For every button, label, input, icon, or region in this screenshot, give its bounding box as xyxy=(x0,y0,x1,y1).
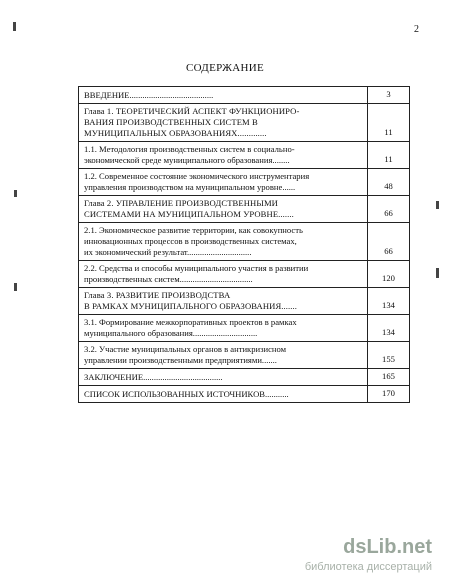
scan-edge-mark xyxy=(436,268,439,278)
watermark-subtitle: библиотека диссертаций xyxy=(304,561,432,573)
toc-entry xyxy=(79,369,368,386)
toc-entry-text: 1.2. Современное состояние экономического инструментария управления производством на муниципальном уровне...... xyxy=(84,171,310,192)
toc-entry-text: 3.1. Формирование межкорпоративных проектов в рамках муниципального образования.............................. xyxy=(84,317,297,338)
toc-entry-text: 2.1. Экономическое развитие территории, как совокупность инновационных процессов в производственных системах, их экономический результат.............................. xyxy=(84,225,303,257)
toc-page-number: 3 xyxy=(368,87,410,104)
toc-entry xyxy=(79,87,368,104)
toc-entry xyxy=(79,386,368,403)
toc-row xyxy=(79,196,410,223)
toc-row xyxy=(79,142,410,169)
toc-entry xyxy=(79,342,368,369)
toc-entry-text: СПИСОК ИСПОЛЬЗОВАННЫХ ИСТОЧНИКОВ........... xyxy=(84,389,289,399)
toc-page-number: 120 xyxy=(368,261,410,288)
toc-entry xyxy=(79,288,368,315)
toc-row xyxy=(79,261,410,288)
toc-entry-text: 2.2. Средства и способы муниципального участия в развитии производственных систем.................................. xyxy=(84,263,309,284)
toc-row xyxy=(79,342,410,369)
toc-title: СОДЕРЖАНИЕ xyxy=(185,62,265,74)
toc-entry xyxy=(79,142,368,169)
toc-entry xyxy=(79,196,368,223)
toc-table xyxy=(78,86,410,403)
toc-entry-text: Глава 1. ТЕОРЕТИЧЕСКИЙ АСПЕКТ ФУНКЦИОНИРО- ВАНИЯ ПРОИЗВОДСТВЕННЫХ СИСТЕМ В МУНИЦИПАЛЬНЫХ ОБРАЗОВАНИЯХ............. xyxy=(84,106,300,138)
toc-entry-text: 1.1. Методология производственных систем в социально- экономической среде муниципального образования........ xyxy=(84,144,295,165)
toc-entry xyxy=(79,104,368,142)
toc-page-number: 134 xyxy=(368,288,410,315)
toc-page-number: 66 xyxy=(368,196,410,223)
watermark xyxy=(292,536,442,576)
toc-page-number: 66 xyxy=(368,223,410,261)
toc-row xyxy=(79,369,410,386)
toc-page-number: 170 xyxy=(368,386,410,403)
toc-entry xyxy=(79,261,368,288)
toc-entry-text: ВВЕДЕНИЕ....................................... xyxy=(84,90,214,100)
scan-edge-mark xyxy=(14,190,17,197)
toc-entry xyxy=(79,315,368,342)
scan-edge-mark xyxy=(13,22,16,31)
toc-entry xyxy=(79,169,368,196)
scan-edge-mark xyxy=(14,283,17,291)
toc-entry-text: 3.2. Участие муниципальных органов в антикризисном управлении производственными предприятиями....... xyxy=(84,344,287,365)
toc-entry xyxy=(79,223,368,261)
toc-row xyxy=(79,87,410,104)
scan-edge-mark xyxy=(436,201,439,209)
toc-entry-text: Глава 3. РАЗВИТИЕ ПРОИЗВОДСТВА В РАМКАХ МУНИЦИПАЛЬНОГО ОБРАЗОВАНИЯ....... xyxy=(84,290,298,311)
toc-page-number: 48 xyxy=(368,169,410,196)
page-number: 2 xyxy=(414,24,419,35)
toc-row xyxy=(79,386,410,403)
toc-page-number: 11 xyxy=(368,142,410,169)
toc-entry-text: Глава 2. УПРАВЛЕНИЕ ПРОИЗВОДСТВЕННЫМИ СИСТЕМАМИ НА МУНИЦИПАЛЬНОМ УРОВНЕ....... xyxy=(84,198,294,219)
toc-page-number: 134 xyxy=(368,315,410,342)
toc-page-number: 165 xyxy=(368,369,410,386)
watermark-logo: dsLib.net xyxy=(343,536,432,558)
toc-page-number: 155 xyxy=(368,342,410,369)
toc-row xyxy=(79,288,410,315)
toc-row xyxy=(79,223,410,261)
toc-page-number: 11 xyxy=(368,104,410,142)
toc-row xyxy=(79,315,410,342)
toc-row xyxy=(79,104,410,142)
toc-entry-text: ЗАКЛЮЧЕНИЕ..................................... xyxy=(84,372,223,382)
toc-row xyxy=(79,169,410,196)
